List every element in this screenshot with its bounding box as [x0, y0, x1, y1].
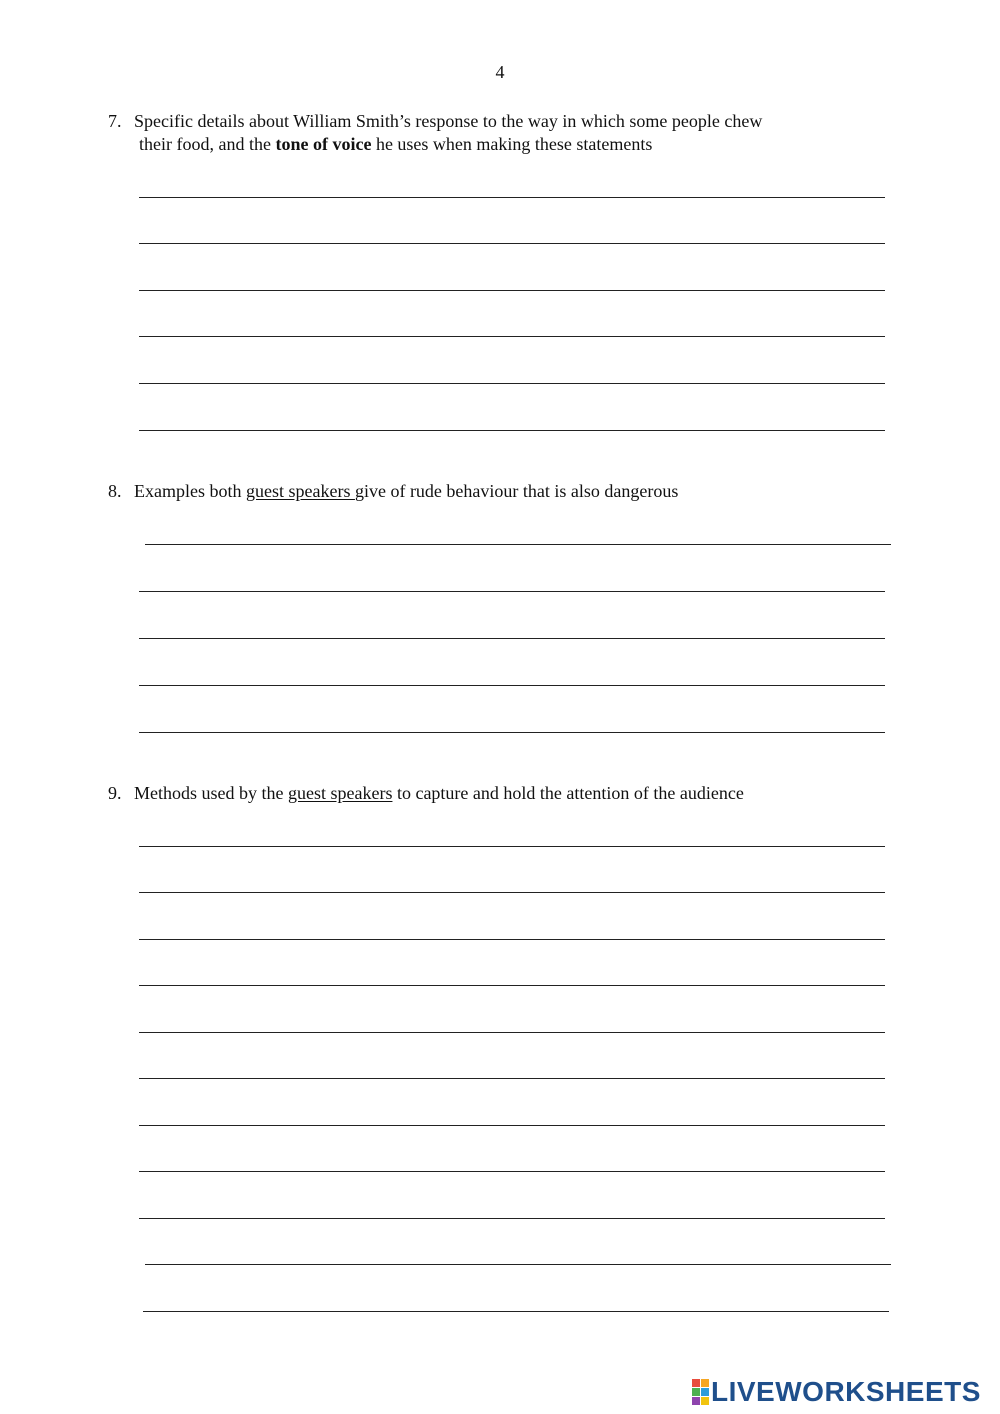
page-number: 4: [495, 62, 505, 82]
question-9: [108, 782, 888, 805]
question-text-part: Examples both: [134, 481, 246, 501]
answer-line[interactable]: [139, 290, 885, 291]
answer-line[interactable]: [139, 732, 885, 733]
question-text-part: give of rude behaviour that is also dangerous: [354, 481, 679, 501]
question-text-part: their food, and the: [139, 134, 276, 154]
question-7: [108, 110, 888, 156]
question-text: Specific details about William Smith’s response to the way in which some people chew: [134, 111, 763, 131]
answer-line[interactable]: [139, 383, 885, 384]
logo-text: LIVEWORKSHEETS: [711, 1376, 981, 1407]
answer-line[interactable]: [139, 638, 885, 639]
answer-line[interactable]: [139, 685, 885, 686]
underlined-text: guest speakers: [287, 783, 393, 803]
answer-line[interactable]: [139, 1032, 885, 1033]
question-text-part: Methods used by the: [134, 783, 288, 803]
question-8: [108, 480, 888, 503]
answer-line[interactable]: [139, 985, 885, 986]
question-number: 9.: [108, 783, 122, 803]
answer-line[interactable]: [139, 430, 885, 431]
question-number: 7.: [108, 111, 122, 131]
question-text-part: to capture and hold the attention of the audience: [392, 783, 744, 803]
answer-line[interactable]: [139, 1125, 885, 1126]
answer-line[interactable]: [139, 1218, 885, 1219]
answer-line[interactable]: [139, 846, 885, 847]
emphasis-text: tone of voice: [275, 134, 372, 154]
answer-line[interactable]: [143, 1311, 889, 1312]
underlined-text: guest speakers: [245, 481, 355, 501]
liveworksheets-logo[interactable]: [692, 1374, 981, 1410]
answer-line[interactable]: [139, 336, 885, 337]
question-text-continued: [108, 133, 888, 156]
answer-line[interactable]: [139, 591, 885, 592]
answer-line[interactable]: [139, 1078, 885, 1079]
answer-line[interactable]: [145, 1264, 891, 1265]
liveworksheets-logo-icon: [692, 1379, 709, 1405]
answer-line[interactable]: [139, 243, 885, 244]
answer-line[interactable]: [139, 892, 885, 893]
question-text-part: he uses when making these statements: [371, 134, 653, 154]
answer-line[interactable]: [145, 544, 891, 545]
answer-line[interactable]: [139, 939, 885, 940]
answer-line[interactable]: [139, 197, 885, 198]
question-number: 8.: [108, 481, 122, 501]
answer-line[interactable]: [139, 1171, 885, 1172]
